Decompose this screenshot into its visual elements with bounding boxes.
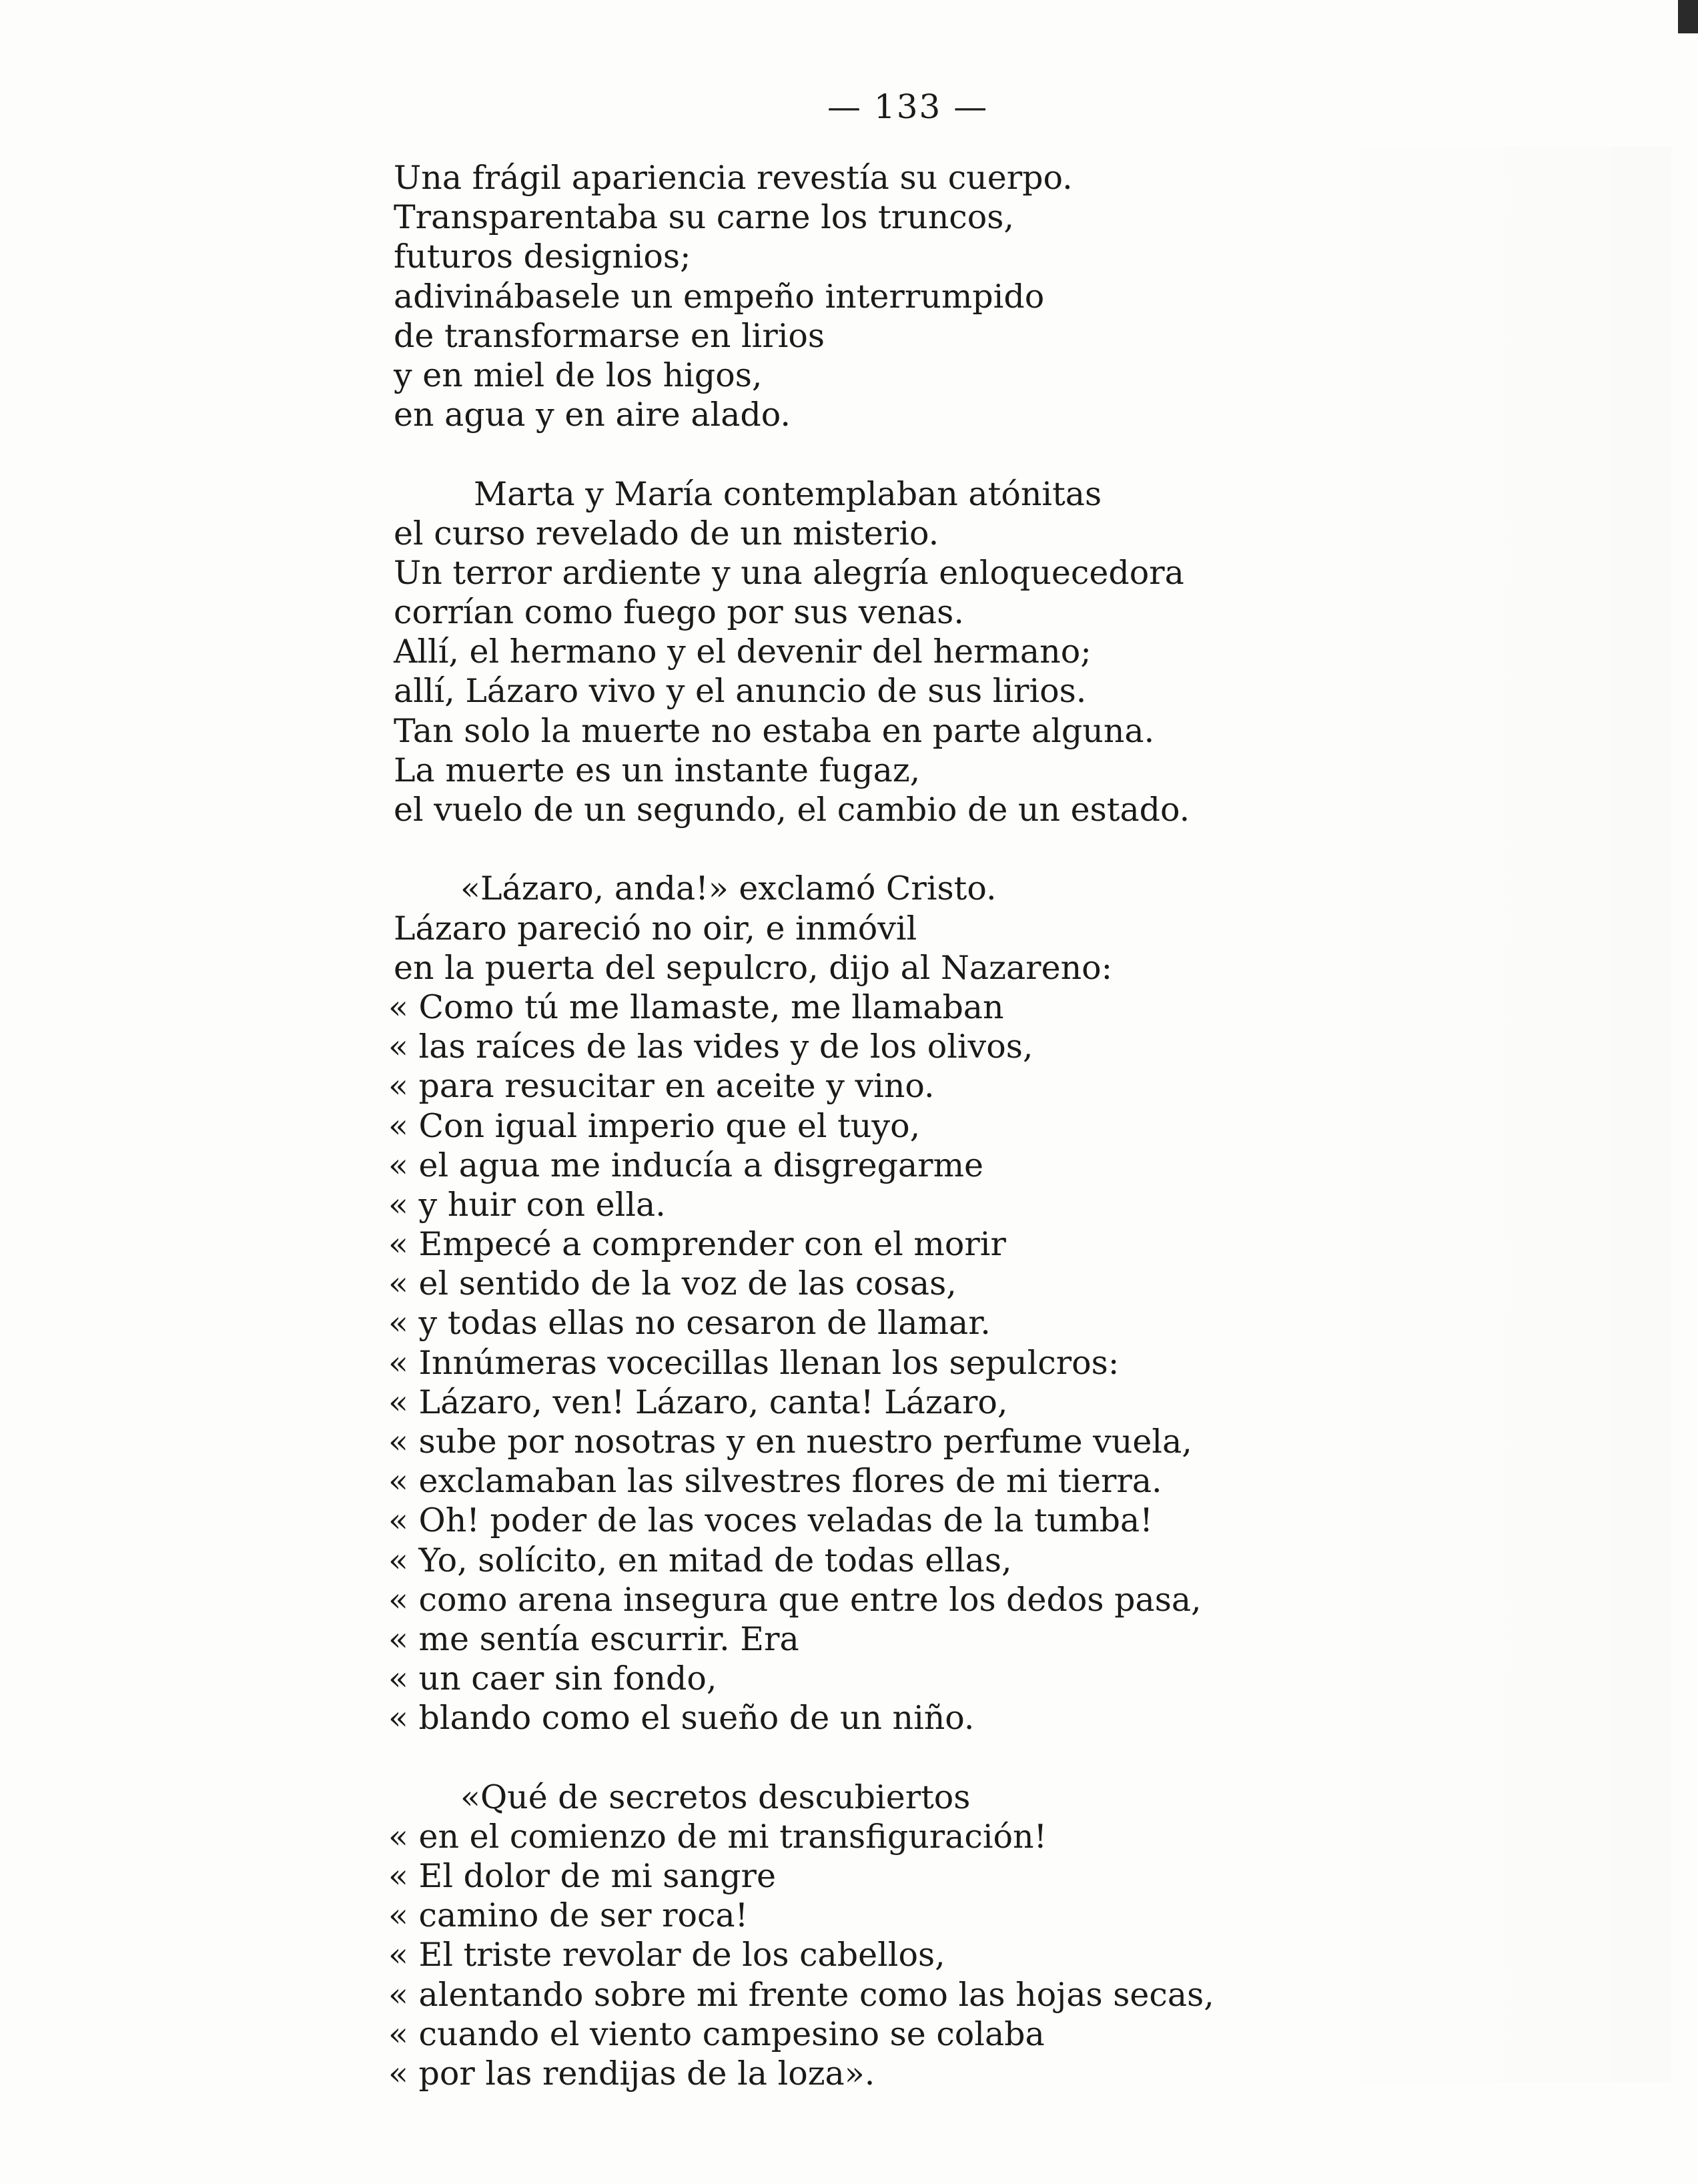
- stanza-break: [394, 434, 1488, 474]
- verse-line: « Como tú me llamaste, me llamaban: [388, 988, 1004, 1026]
- verse-line: el vuelo de un segundo, el cambio de un estado.: [394, 791, 1190, 829]
- verse-line: « y todas ellas no cesaron de llamar.: [388, 1304, 991, 1343]
- verse-line: « el sentido de la voz de las cosas,: [388, 1264, 957, 1303]
- verse-line: « El dolor de mi sangre: [388, 1857, 776, 1896]
- verse-line: futuros designios;: [394, 238, 691, 276]
- verse-line: en la puerta del sepulcro, dijo al Nazareno:: [394, 948, 1113, 987]
- verse-line: « Innúmeras vocecillas llenan los sepulcros:: [388, 1343, 1120, 1382]
- verse-line: « y huir con ella.: [388, 1185, 666, 1224]
- verse-line: La muerte es un instante fugaz,: [394, 751, 921, 789]
- verse-line: corrían como fuego por sus venas.: [394, 593, 964, 632]
- verse-line: « Con igual imperio que el tuyo,: [388, 1106, 921, 1145]
- stanza: [394, 474, 1488, 830]
- verse-line: «Qué de secretos descubiertos: [460, 1778, 971, 1816]
- verse-line: « en el comienzo de mi transfiguración!: [388, 1817, 1047, 1856]
- verse-line: allí, Lázaro vivo y el anuncio de sus lirios.: [394, 672, 1087, 711]
- verse-line: « blando como el sueño de un niño.: [388, 1699, 975, 1738]
- verse-line: y en miel de los higos,: [394, 356, 763, 394]
- verse-line: Lázaro pareció no oir, e inmóvil: [394, 909, 917, 948]
- verse-line: el curso revelado de un misterio.: [394, 514, 939, 553]
- poem-body: [388, 158, 1488, 2093]
- verse-line: « me sentía escurrir. Era: [388, 1619, 799, 1658]
- verse-line: « exclamaban las silvestres flores de mi tierra.: [388, 1462, 1162, 1501]
- verse-line: « Lázaro, ven! Lázaro, canta! Lázaro,: [388, 1383, 1008, 1421]
- verse-line: « alentando sobre mi frente como las hojas secas,: [388, 1975, 1214, 2014]
- verse-line: « las raíces de las vides y de los olivos,: [388, 1028, 1033, 1066]
- stanza: [394, 158, 1488, 434]
- verse-line: Una frágil apariencia revestía su cuerpo.: [394, 159, 1073, 197]
- verse-line: Marta y María contemplaban atónitas: [474, 474, 1102, 513]
- scan-edge-shadow: [1678, 0, 1698, 33]
- stanza-break: [394, 1738, 1488, 1778]
- verse-line: de transformarse en lirios: [394, 316, 825, 355]
- stanza: [388, 1778, 1488, 2094]
- verse-line: « Empecé a comprender con el morir: [388, 1225, 1006, 1264]
- page-number: — 133 —: [827, 87, 989, 126]
- verse-line: « cuando el viento campesino se colaba: [388, 2015, 1045, 2053]
- verse-line: Un terror ardiente y una alegría enloquecedora: [394, 553, 1184, 592]
- verse-line: « Yo, solícito, en mitad de todas ellas,: [388, 1541, 1012, 1579]
- verse-line: Transparentaba su carne los truncos,: [394, 198, 1014, 237]
- verse-line: Tan solo la muerte no estaba en parte alguna.: [394, 711, 1155, 750]
- verse-line: « por las rendijas de la loza».: [388, 2055, 875, 2093]
- verse-line: « para resucitar en aceite y vino.: [388, 1067, 935, 1106]
- verse-line: « un caer sin fondo,: [388, 1660, 717, 1698]
- stanza: [388, 869, 1488, 1738]
- verse-line: «Lázaro, anda!» exclamó Cristo.: [460, 869, 997, 908]
- verse-line: Allí, el hermano y el devenir del hermano;: [394, 633, 1092, 671]
- verse-line: « como arena insegura que entre los dedos pasa,: [388, 1580, 1202, 1619]
- stanza-break: [394, 829, 1488, 869]
- verse-line: « Oh! poder de las voces veladas de la tumba!: [388, 1501, 1153, 1540]
- verse-line: en agua y en aire alado.: [394, 396, 791, 434]
- verse-line: « el agua me inducía a disgregarme: [388, 1146, 984, 1184]
- verse-line: « sube por nosotras y en nuestro perfume vuela,: [388, 1423, 1192, 1461]
- verse-line: adivinábasele un empeño interrumpido: [394, 277, 1045, 316]
- verse-line: « El triste revolar de los cabellos,: [388, 1936, 945, 1974]
- verse-line: « camino de ser roca!: [388, 1896, 749, 1935]
